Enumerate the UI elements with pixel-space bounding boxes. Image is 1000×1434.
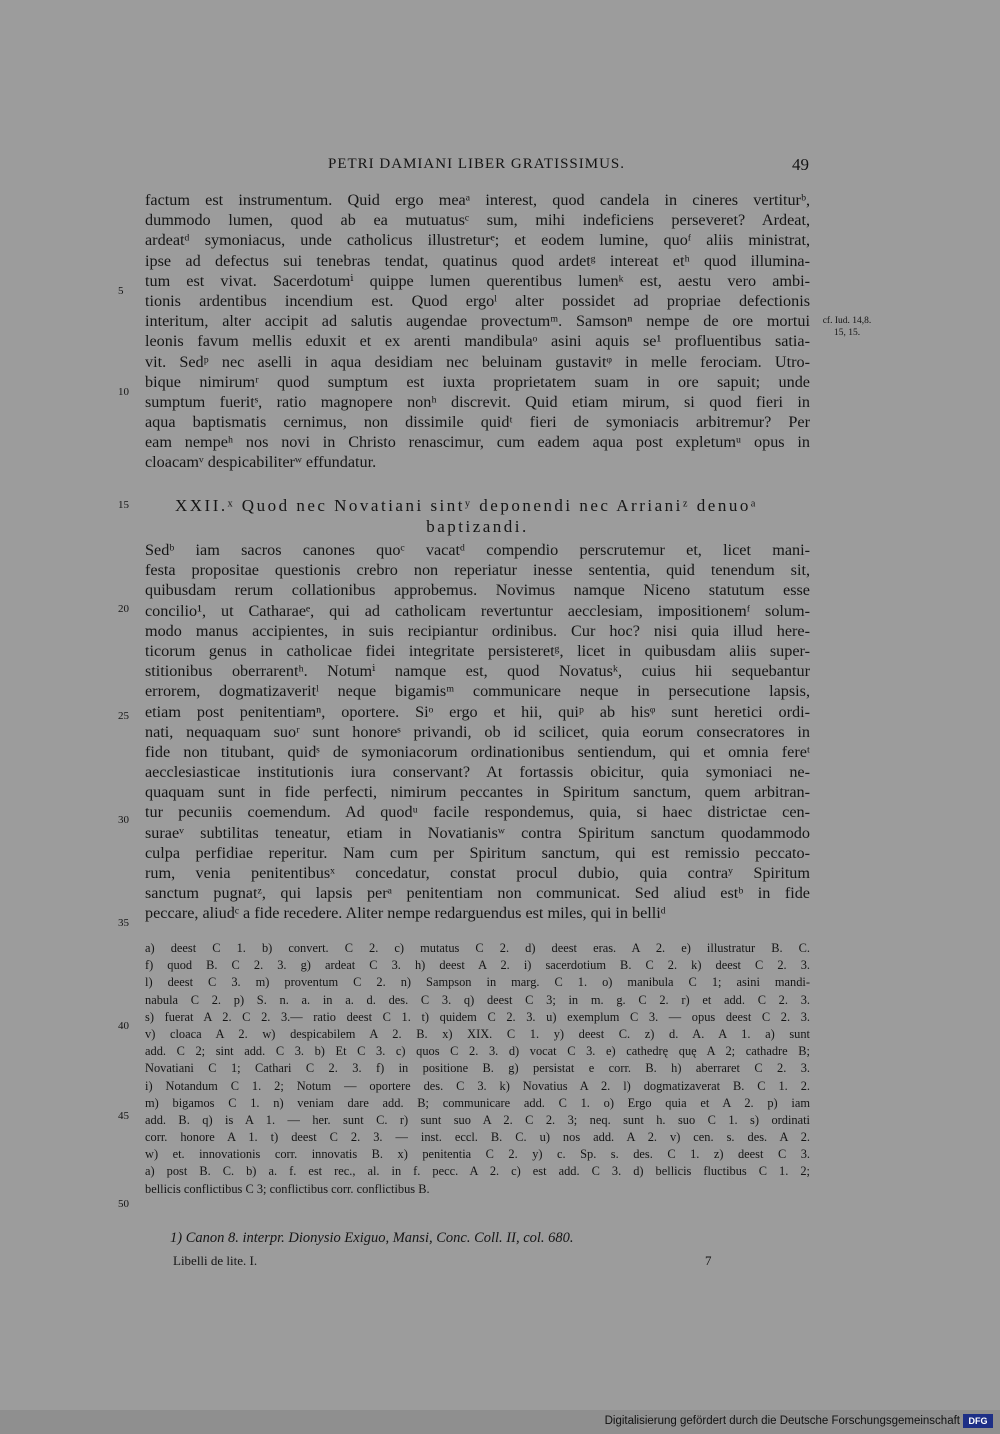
text-line: etiam post penitentiamⁿ, oportere. Siᵒ ergo et hii, quiᵖ ab hisᵠ sunt heretici ordi- bbox=[145, 702, 810, 721]
funding-credit: Digitalisierung gefördert durch die Deutsche Forschungsgemeinschaft bbox=[604, 1415, 960, 1427]
text-line: nati, nequaquam suoʳ sunt honoreˢ privandi, ob id scilicet, quia eorum consecratores in bbox=[145, 722, 810, 741]
text-line: dummodo lumen, quod ab ea mutuatusᶜ sum, mihi indeficiens perseveret? Ardeat, bbox=[145, 211, 810, 230]
text-line: tur pecuniis coemendum. Ad quodᵘ facile respondemus, quia, si haec districtae cen- bbox=[145, 803, 810, 822]
apparatus-line: v) cloaca A 2. w) despicabilem A 2. B. x) XIX. C 1. y) deest C. z) d. A. A 1. a) sunt bbox=[145, 1026, 810, 1041]
apparatus-line: add. B. q) is A 1. — her. sunt C. r) sunt suo A 2. C 2. 3; neq. sunt h. suo C 1. s) ordinati bbox=[145, 1112, 810, 1127]
text-line: concilio¹, ut Catharaeᵉ, qui ad catholicam revertuntur aecclesiam, impositionemᶠ solum- bbox=[145, 601, 810, 620]
text-line: stitionibus oberrarentʰ. Notumⁱ namque est, quod Novatusᵏ, cuius hii sequebantur bbox=[145, 662, 810, 681]
apparatus-line: nabula C 2. p) S. n. a. in a. d. des. C 3. q) deest C 3; in m. g. C 2. r) et add. C 2. 3. bbox=[145, 992, 810, 1007]
text-line: eam nempeʰ nos novi in Christo renascimur, cum eadem aqua post expletumᵘ opus in bbox=[145, 433, 810, 452]
chapter-heading bbox=[145, 496, 810, 538]
apparatus-line: add. C 2; sint add. C 3. b) Et C 3. c) quos C 2. 3. d) vocat C 3. e) cathedrę quę A 2; cathadre B; bbox=[145, 1044, 810, 1059]
text-line: leonis favum mellis eduxit et ex arenti mandibulaᵒ asini aquis se¹ profluentibus satia- bbox=[145, 332, 810, 351]
apparatus-line: m) bigamos C 1. n) veniam dare add. B; communicare add. C 1. o) Ergo quia et A 2. p) iam bbox=[145, 1095, 810, 1110]
signature-right: 7 bbox=[705, 1253, 712, 1268]
margin-reference-line: cf. Iud. 14,8. bbox=[822, 316, 872, 326]
text-block-2 bbox=[145, 540, 810, 924]
text-line: ticorum genus in catholicae fidei integritate persisteretᵍ, licet in quibusdam aliis super- bbox=[145, 641, 810, 660]
text-line: suraeᵛ subtilitas teneatur, etiam in Novatianisʷ contra Spiritum sanctum quodammodo bbox=[145, 823, 810, 842]
text-line: errorem, dogmatizaveritˡ neque bigamisᵐ communicare neque in persecutione lapsis, bbox=[145, 682, 810, 701]
margin-reference-line: 15, 15. bbox=[833, 328, 861, 338]
page-number: 49 bbox=[792, 155, 809, 174]
text-line: festa propositae questionis crebro non reperiatur inesse sententia, quid tenendum sit, bbox=[145, 561, 810, 580]
text-line: cloacamᵛ despicabiliterʷ effundatur. bbox=[145, 453, 377, 472]
margin-reference bbox=[812, 315, 882, 339]
text-line: tum est vivat. Sacerdotumⁱ quippe lumen querentibus lumenᵏ est, aestu vero ambi- bbox=[145, 271, 810, 290]
line-number: 50 bbox=[118, 1198, 129, 1210]
line-number: 30 bbox=[118, 814, 129, 826]
line-number: 40 bbox=[118, 1020, 129, 1032]
apparatus-line: a) post B. C. b) a. f. est rec., al. in f. pecc. A 2. c) est add. C 3. d) bellicis fluctibus C 1. 2; bbox=[145, 1164, 810, 1179]
text-line: quaquam sunt in fide perfecti, nimirum peccantes in Spiritum sanctum, quem arbitran- bbox=[145, 783, 810, 802]
text-line: bique nimirumʳ quod sumptum est iuxta proprietatem suam in ore sapuit; unde bbox=[145, 372, 810, 391]
running-header: PETRI DAMIANI LIBER GRATISSIMUS. bbox=[328, 156, 626, 172]
text-line: sumptum fueritˢ, ratio magnopere nonʰ discrevit. Quid etiam mirum, si quod fieri in bbox=[145, 392, 810, 411]
text-line: factum est instrumentum. Quid ergo meaᵃ interest, quod candela in cineres vertiturᵇ, bbox=[145, 191, 810, 209]
text-line: fide non titubant, quidˢ de symoniacorum ordinationibus sentiendum, qui et omnia fereᵗ bbox=[145, 742, 810, 761]
line-number: 35 bbox=[118, 917, 129, 929]
text-line: aqua baptismatis cernimus, non dissimile quidᵗ fieri de symoniacis arbitremur? Per bbox=[145, 413, 810, 432]
signature-left: Libelli de lite. I. bbox=[173, 1253, 258, 1268]
apparatus-line: i) Notandum C 1. 2; Notum — oportere des. C 3. k) Novatius A 2. l) dogmatizaverat B. C 1. 2. bbox=[145, 1078, 810, 1093]
line-number: 20 bbox=[118, 603, 129, 615]
text-line: modo manus accipientes, in suis recipiantur ordinibus. Cur hoc? nisi quia illud here- bbox=[145, 621, 810, 640]
text-line: ipse ad defectus sui tenebras tendat, quatinus quod ardetᵍ intereat etʰ quod illumina- bbox=[145, 251, 810, 270]
heading-line: baptizandi. bbox=[426, 517, 529, 536]
line-number: 5 bbox=[118, 285, 124, 297]
footnote: 1) Canon 8. interpr. Dionysio Exiguo, Mansi, Conc. Coll. II, col. 680. bbox=[170, 1230, 574, 1246]
text-line: interitum, alter accipit ad salutis augendae provectumᵐ. Samsonⁿ nempe de ore mortui bbox=[145, 312, 810, 331]
line-number: 15 bbox=[118, 499, 129, 511]
text-block-1 bbox=[145, 190, 810, 473]
text-line: aecclesiasticae institutionis iura conservant? At fortassis obicitur, quia symoniaci ne- bbox=[145, 763, 810, 782]
apparatus-line: w) et. innovationis corr. innovatis B. x) penitentia C 2. y) c. Sp. s. des. C 1. z) deest C 3. bbox=[145, 1147, 810, 1162]
line-number: 45 bbox=[118, 1110, 129, 1122]
apparatus-line: s) fuerat A 2. C 2. 3.— ratio deest C 1. t) quidem C 2. 3. u) exemplum C 3. — opus deest C 2. 3. bbox=[145, 1009, 810, 1024]
line-number: 10 bbox=[118, 386, 129, 398]
text-line: vit. Sedᵖ nec aselli in aqua desidiam nec beluinam gustavitᵠ in melle ferociam. Utro- bbox=[145, 352, 810, 371]
text-line: Sedᵇ iam sacros canones quoᶜ vacatᵈ compendio perscrutemur et, licet mani- bbox=[145, 541, 810, 559]
text-line: sanctum pugnatᶻ, qui lapsis perᵃ penitentiam non communicat. Sed aliud estᵇ in fide bbox=[145, 884, 810, 903]
text-line: ardeatᵈ symoniacus, unde catholicus illustreturᵉ; et eodem lumine, quoᶠ aliis ministrat, bbox=[145, 231, 810, 250]
apparatus-line: f) quod B. C 2. 3. g) ardeat C 3. h) deest A 2. i) sacerdotium B. C 2. k) deest C 2. 3. bbox=[145, 958, 810, 973]
text-line: tionis ardentibus incendium est. Quod ergoˡ alter possidet ad propriae defectionis bbox=[145, 291, 810, 310]
apparatus-line: corr. honore A 1. t) deest C 2. 3. — inst. eccl. B. C. u) nos add. A 2. v) cen. s. des. A 2. bbox=[145, 1130, 810, 1145]
text-line: rum, venia penitentibusˣ concedatur, constat procul dubio, quia contraʸ Spiritum bbox=[145, 864, 810, 882]
dfg-logo: DFG bbox=[963, 1414, 993, 1428]
text-line: culpa perfidiae reperitur. Nam cum per Spiritum sanctum, qui est remissio peccato- bbox=[145, 843, 810, 862]
text-line: peccare, aliudᶜ a fide recedere. Aliter nempe redarguendus est miles, qui in belliᵈ bbox=[145, 904, 666, 923]
apparatus-line: Novatiani C 1; Cathari C 2. 3. f) in positione B. g) persistat e corr. B. h) aberraret C 2. 3. bbox=[145, 1061, 810, 1076]
text-line: quibusdam rerum collationibus approbemus. Novimus namque Niceno statutum esse bbox=[145, 581, 810, 600]
heading-line: XXII.ˣ Quod nec Novatiani sintʸ deponendi nec Arrianiᶻ denuoᵃ bbox=[175, 496, 758, 515]
critical-apparatus bbox=[145, 940, 810, 1198]
apparatus-line: l) deest C 3. m) proventum C 2. n) Sampson in marg. C 1. o) manibula C 1; asini mandi- bbox=[145, 975, 810, 990]
line-number: 25 bbox=[118, 710, 129, 722]
apparatus-line: bellicis conflictibus C 3; conflictibus corr. conflictibus B. bbox=[145, 1181, 430, 1196]
apparatus-line: a) deest C 1. b) convert. C 2. c) mutatus C 2. d) deest eras. A 2. e) illustratur B. C. bbox=[145, 941, 810, 955]
